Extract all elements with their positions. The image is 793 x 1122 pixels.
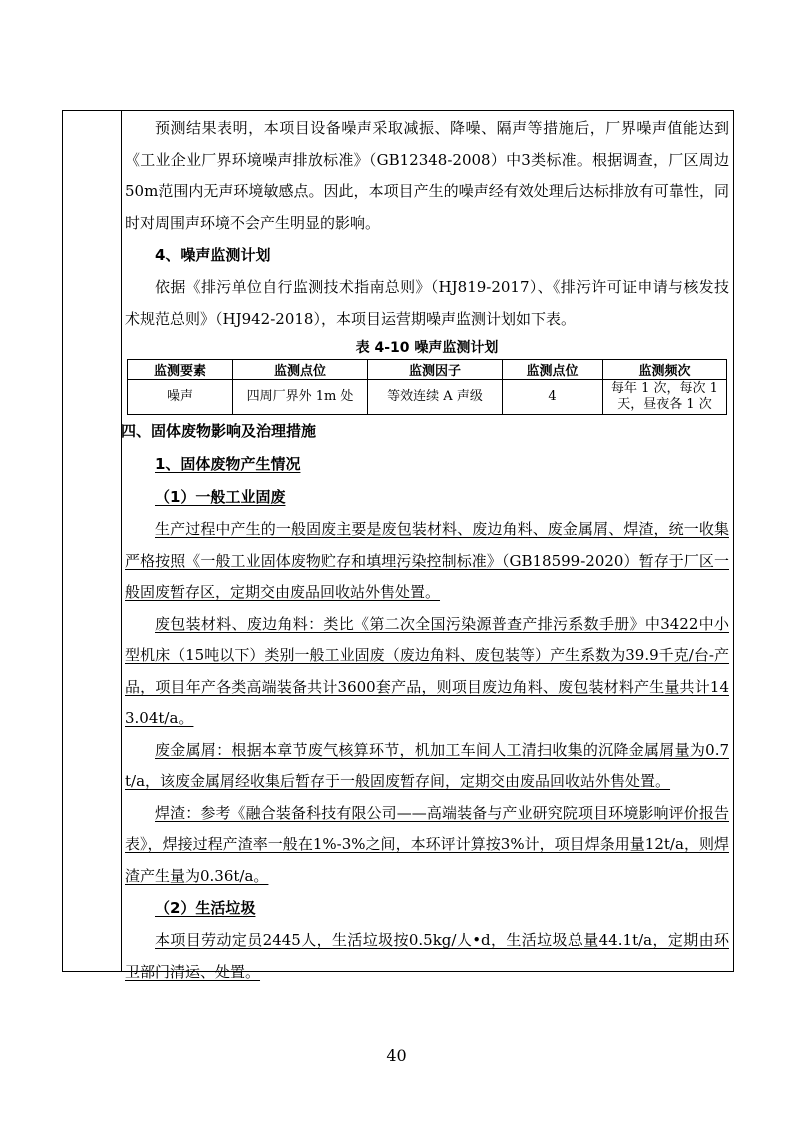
packaging-waste-paragraph bbox=[125, 609, 729, 735]
table-header-cell: 监测因子 bbox=[368, 360, 503, 380]
table-cell: 噪声 bbox=[128, 380, 233, 415]
table-caption: 表 4-10 噪声监测计划 bbox=[355, 340, 499, 356]
subheading-waste-generation-text: 1、固体废物产生情况 bbox=[155, 455, 301, 473]
subheading-general-industrial-waste bbox=[125, 481, 729, 514]
noise-prediction-paragraph: 预测结果表明，本项目设备噪声采取减振、降噪、隔声等措施后，厂界噪声值能达到《工业企业厂界环境噪声排放标准》（GB12348-2008）中3类标准。根据调查，厂区周边50m范围内无声环境敏感点。因此，本项目产生的噪声经有效处理后达标排放有可靠性，同时对周围声环境不会产生明显的影响。 bbox=[125, 119, 729, 232]
column-divider bbox=[121, 110, 122, 972]
subheading-waste-generation bbox=[125, 448, 729, 481]
table-header-cell: 监测点位 bbox=[503, 360, 603, 380]
general-waste-text: 生产过程中产生的一般固废主要是废包装材料、废边角料、废金属屑、焊渣，统一收集严格按照《一般工业固体废物贮存和填埋污染控制标准》（GB18599-2020）暂存于厂区一般固废暂存区，定期交由废品回收站外售处置。 bbox=[125, 520, 729, 601]
metal-scrap-text: 废金属屑：根据本章节废气核算环节，机加工车间人工清扫收集的沉降金属屑量为0.7t/a，该废金属屑经收集后暂存于一般固废暂存间，定期交由废品回收站外售处置。 bbox=[125, 740, 729, 790]
table-cell: 4 bbox=[503, 380, 603, 415]
page-number: 40 bbox=[386, 1046, 407, 1065]
subheading-general-industrial-waste-text: （1）一般工业固废 bbox=[155, 488, 286, 506]
table-cell: 每年 1 次，每次 1 天，昼夜各 1 次 bbox=[603, 380, 727, 415]
table-header-row bbox=[128, 360, 727, 380]
noise-monitoring-table bbox=[127, 359, 727, 415]
domestic-waste-paragraph bbox=[125, 925, 729, 988]
subheading-domestic-waste-text: （2）生活垃圾 bbox=[155, 899, 256, 917]
table-header-cell: 监测要素 bbox=[128, 360, 233, 380]
section-heading-solid-waste: 四、固体废物影响及治理措施 bbox=[121, 422, 317, 440]
packaging-waste-text: 废包装材料、废边角料：类比《第二次全国污染源普查产排污系数手册》中3422中小型机床（15吨以下）类别一般工业固废（废边角料、废包装等）产生系数为39.9千克/台-产品，项目年产各类高端装备共计3600套产品，则项目废边角料、废包装材料产生量共计143.04t/a。 bbox=[125, 614, 729, 727]
domestic-waste-text: 本项目劳动定员2445人，生活垃圾按0.5kg/人•d，生活垃圾总量44.1t/a，定期由环卫部门清运、处置。 bbox=[125, 931, 729, 981]
welding-slag-paragraph bbox=[125, 798, 729, 893]
subheading-domestic-waste bbox=[125, 892, 729, 925]
table-header-cell: 监测点位 bbox=[233, 360, 368, 380]
table-header-cell: 监测频次 bbox=[603, 360, 727, 380]
noise-monitoring-heading: 4、噪声监测计划 bbox=[155, 246, 271, 264]
metal-scrap-paragraph bbox=[125, 735, 729, 798]
general-waste-paragraph bbox=[125, 514, 729, 609]
table-cell: 四周厂界外 1m 处 bbox=[233, 380, 368, 415]
content-column bbox=[121, 113, 729, 988]
table-cell: 等效连续 A 声级 bbox=[368, 380, 503, 415]
noise-monitoring-basis-paragraph: 依据《排污单位自行监测技术指南总则》（HJ819-2017）、《排污许可证申请与核发技术规范总则》（HJ942-2018），本项目运营期噪声监测计划如下表。 bbox=[125, 278, 729, 328]
welding-slag-text: 焊渣：参考《融合装备科技有限公司——高端装备与产业研究院项目环境影响评价报告表》，焊接过程产渣率一般在1%-3%之间，本环评计算按3%计，项目焊条用量12t/a，则焊渣产生量为0.36t/a。 bbox=[125, 803, 729, 885]
table-row bbox=[128, 380, 727, 415]
